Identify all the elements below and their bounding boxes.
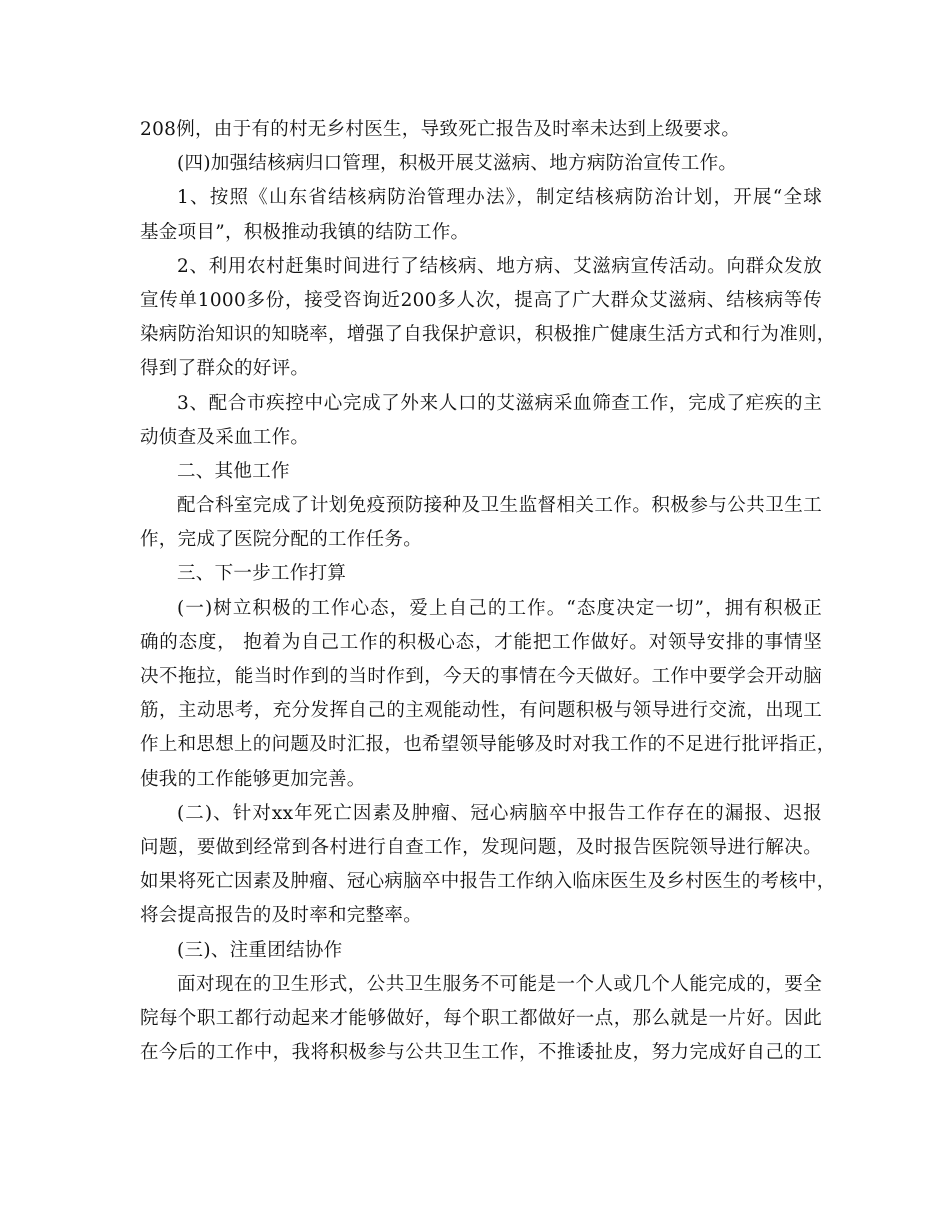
text-line: 使我的工作能够更加完善。: [140, 768, 366, 790]
text-line: 染病防治知识的知晓率，增强了自我保护意识，积极推广健康生活方式和行为准则，: [140, 324, 836, 346]
text-line: (一)树立积极的工作心态，爱上自己的工作。“态度决定一切”，拥有积极正: [177, 597, 822, 619]
text-line: (四)加强结核病归口管理，积极开展艾滋病、地方病防治宣传工作。: [177, 153, 738, 175]
text-line: 如果将死亡因素及肿瘤、冠心病脑卒中报告工作纳入临床医生及乡村医生的考核中，: [140, 871, 836, 893]
text-line: 问题，要做到经常到各村进行自查工作，发现问题，及时报告医院领导进行解决。: [140, 836, 822, 858]
text-line: 确的态度， 抱着为自己工作的积极心态，才能把工作做好。对领导安排的事情坚: [140, 631, 822, 653]
text-line: 宣传单1000多份，接受咨询近200多人次，提高了广大群众艾滋病、结核病等传: [140, 289, 822, 311]
text-line: (三)、注重团结协作: [177, 939, 343, 961]
text-line: 面对现在的卫生形式，公共卫生服务不可能是一个人或几个人能完成的，要全: [177, 973, 822, 995]
text-line: 得到了群众的好评。: [140, 358, 310, 380]
text-line: 2、利用农村赶集时间进行了结核病、地方病、艾滋病宣传活动。向群众发放: [177, 255, 822, 277]
text-line: 基金项目”，积极推动我镇的结防工作。: [140, 221, 470, 243]
text-line: 动侦查及采血工作。: [140, 426, 310, 448]
text-line: 208例，由于有的村无乡村医生，导致死亡报告及时率未达到上级要求。: [140, 119, 741, 140]
text-line: 决不拖拉，能当时作到的当时作到，今天的事情在今天做好。工作中要学会开动脑: [140, 666, 822, 687]
text-line: 3、配合市疾控中心完成了外来人口的艾滋病采血筛查工作，完成了疟疾的主: [177, 392, 822, 414]
text-line: 作上和思想上的问题及时汇报，也希望领导能够及时对我工作的不足进行批评指正，: [140, 734, 836, 756]
text-line: (二)、针对xx年死亡因素及肿瘤、冠心病脑卒中报告工作存在的漏报、迟报: [177, 802, 822, 824]
text-line: 在今后的工作中，我将积极参与公共卫生工作，不推诿扯皮，努力完成好自己的工: [140, 1042, 822, 1064]
document-body: [140, 113, 836, 1070]
text-line: 院每个职工都行动起来才能够做好，每个职工都做好一点，那么就是一片好。因此: [140, 1007, 822, 1029]
text-line: 二、其他工作: [177, 460, 290, 482]
text-line: 配合科室完成了计划免疫预防接种及卫生监督相关工作。积极参与公共卫生工: [177, 495, 822, 517]
text-line: 将会提高报告的及时率和完整率。: [140, 905, 423, 927]
text-line: 1、按照《山东省结核病防治管理办法》，制定结核病防治计划，开展“全球: [177, 187, 822, 209]
text-line: 筋，主动思考，充分发挥自己的主观能动性，有问题积极与领导进行交流，出现工: [140, 700, 822, 722]
text-line: 作，完成了医院分配的工作任务。: [140, 529, 423, 551]
text-line: 三、下一步工作打算: [177, 563, 347, 585]
